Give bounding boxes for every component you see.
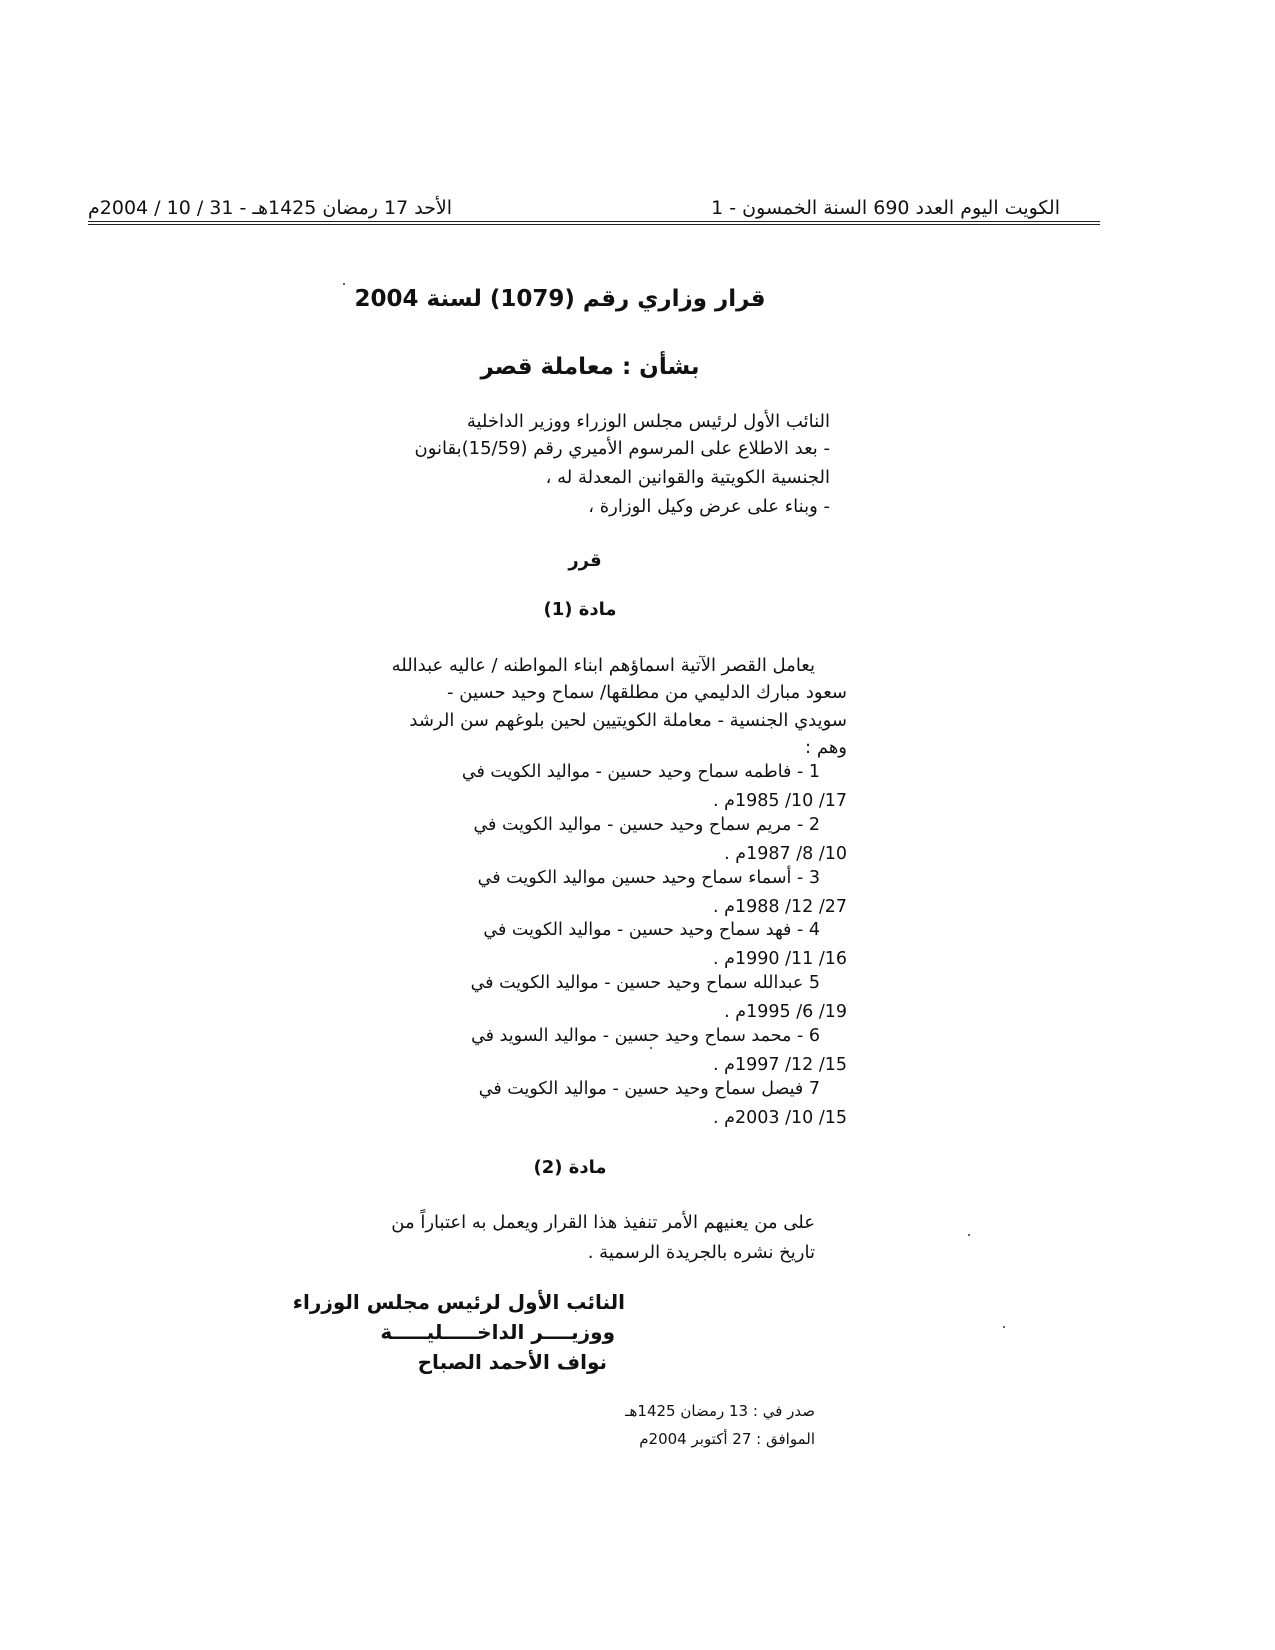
article-1-intro-3: سويدي الجنسية - معاملة الكويتيين لحين بلوغهم سن الرشد: [409, 710, 847, 731]
list-item-3-date: 27/ 12/ 1988م .: [712, 897, 847, 917]
list-item-3: 3 - أسماء سماح وحيد حسين مواليد الكويت في: [477, 868, 820, 888]
article-2-heading: مادة (2): [533, 1157, 607, 1178]
preamble-line-1: النائب الأول لرئيس مجلس الوزراء ووزير الداخلية: [466, 411, 830, 432]
issued-hijri-date: صدر في : 13 رمضان 1425هـ: [625, 1402, 815, 1420]
list-item-6-date: 15/ 12/ 1997م .: [712, 1055, 847, 1075]
decision-title: قرار وزاري رقم (1079) لسنة 2004: [354, 286, 766, 312]
list-item-6: 6 - محمد سماح وحيد حسين - مواليد السويد في: [471, 1026, 820, 1046]
signature-title: النائب الأول لرئيس مجلس الوزراء: [292, 1290, 625, 1314]
signature-ministry: ووزيــــر الداخـــــليـــــة: [380, 1320, 615, 1344]
scan-speck: [968, 1234, 970, 1236]
list-item-4: 4 - فهد سماح وحيد حسين - مواليد الكويت في: [483, 920, 820, 940]
article-1-intro-2: سعود مبارك الدليمي من مطلقها/ سماح وحيد حسين -: [447, 682, 847, 703]
list-item-7-date: 15/ 10/ 2003م .: [712, 1108, 847, 1128]
issued-gregorian-date: الموافق : 27 أكتوبر 2004م: [639, 1430, 815, 1448]
scan-speck: [1003, 1326, 1005, 1328]
decision-subject: بشأن : معاملة قصر: [480, 354, 700, 380]
article-2-text-1: على من يعنيهم الأمر تنفيذ هذا القرار ويعمل به اعتباراً من: [391, 1212, 815, 1233]
scan-speck: [650, 1047, 652, 1049]
list-item-1: 1 - فاطمه سماح وحيد حسين - مواليد الكويت في: [461, 762, 820, 782]
list-item-5-date: 19/ 6/ 1995م .: [724, 1002, 847, 1022]
preamble-line-4: - وبناء على عرض وكيل الوزارة ،: [588, 496, 830, 517]
preamble-line-3: الجنسية الكويتية والقوانين المعدلة له ،: [545, 467, 830, 488]
list-item-7: 7 فيصل سماح وحيد حسين - مواليد الكويت في: [478, 1079, 820, 1099]
header-rule-bottom: [88, 224, 1100, 225]
preamble-line-2: - بعد الاطلاع على المرسوم الأميري رقم (15/59)بقانون: [414, 438, 830, 459]
list-item-2: 2 - مريم سماح وحيد حسين - مواليد الكويت في: [473, 815, 820, 835]
list-item-1-date: 17/ 10/ 1985م .: [712, 791, 847, 811]
list-item-5: 5 عبدالله سماح وحيد حسين - مواليد الكويت في: [470, 973, 820, 993]
gazette-header-issue: الكويت اليوم العدد 690 السنة الخمسون - 1: [711, 197, 1060, 219]
article-1-intro-1: يعامل القصر الآتية اسماؤهم ابناء المواطنه / عاليه عبدالله: [391, 655, 815, 676]
gazette-header-date: الأحد 17 رمضان 1425هـ - 31 / 10 / 2004م: [88, 197, 453, 219]
article-1-intro-4: وهم :: [805, 737, 847, 758]
list-item-4-date: 16/ 11/ 1990م .: [712, 949, 847, 969]
article-2-text-2: تاريخ نشره بالجريدة الرسمية .: [587, 1242, 815, 1263]
scan-speck: [343, 283, 345, 285]
list-item-2-date: 10/ 8/ 1987م .: [724, 844, 847, 864]
signature-name: نواف الأحمد الصباح: [417, 1350, 607, 1374]
article-1-heading: مادة (1): [543, 599, 617, 620]
header-rule-top: [88, 221, 1100, 222]
decision-word: قرر: [568, 550, 602, 571]
